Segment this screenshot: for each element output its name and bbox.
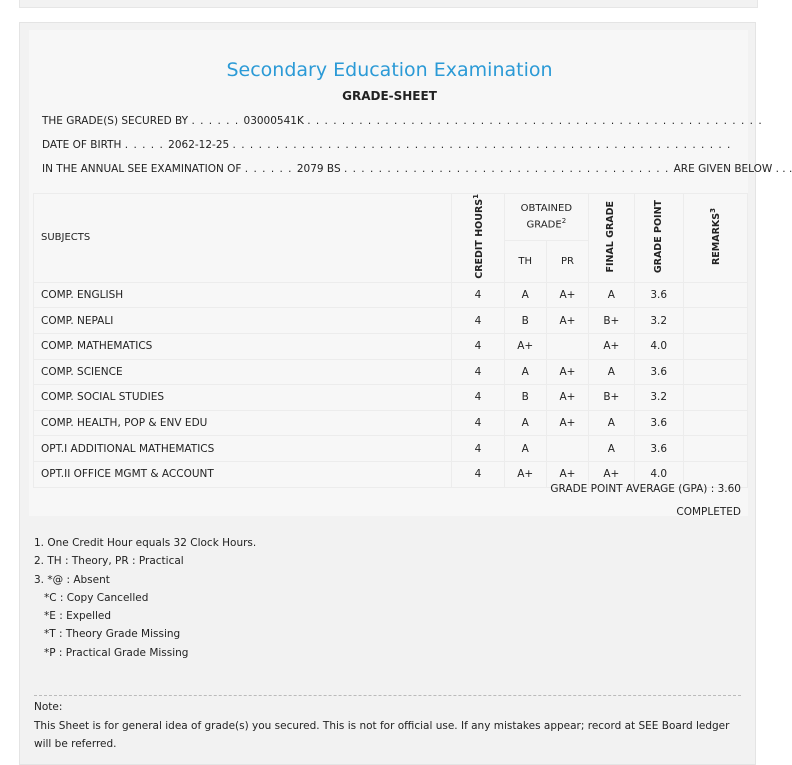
theory-grade-cell: A: [504, 282, 546, 308]
secured-by-line: THE GRADE(S) SECURED BY . . . . . . 03000541K . . . . . . . . . . . . . . . . . . . . . . . . . . . . . . . . . . . . . . . . . . . . . . . . . . . . .: [42, 115, 763, 127]
top-bar: [19, 0, 758, 8]
practical-grade-cell: A+: [546, 461, 588, 487]
footnote-3: 3. *@ : Absent: [34, 573, 110, 586]
grade-point-cell: 3.6: [634, 410, 683, 436]
practical-grade-cell: A+: [546, 359, 588, 385]
pr-header: PR: [546, 241, 588, 283]
grade-point-cell: 3.6: [634, 359, 683, 385]
practical-grade-cell: A+: [546, 385, 588, 411]
footnote-1: 1. One Credit Hour equals 32 Clock Hours.: [34, 537, 257, 549]
subject-cell: COMP. MATHEMATICS: [34, 333, 452, 359]
final-grade-cell: A: [589, 359, 634, 385]
credit-cell: 4: [452, 436, 504, 462]
grade-point-cell: 3.6: [634, 436, 683, 462]
status-badge: COMPLETED: [676, 506, 741, 518]
page-subtitle: GRADE-SHEET: [342, 89, 437, 103]
table-row: [34, 308, 748, 334]
credit-cell: 4: [452, 282, 504, 308]
grade-point-cell: 4.0: [634, 333, 683, 359]
gpa-summary: GRADE POINT AVERAGE (GPA) : 3.60: [550, 483, 741, 495]
final-grade-cell: A+: [589, 461, 634, 487]
exam-line: IN THE ANNUAL SEE EXAMINATION OF . . . . . . 2079 BS . . . . . . . . . . . . . . . . . . . . . . . . . . . . . . . . . . . . . . ARE GIVEN BELOW . . .: [42, 163, 792, 175]
symbol-number: 03000541K: [243, 115, 304, 127]
secured-by-label: THE GRADE(S) SECURED BY: [42, 115, 189, 127]
remarks-cell: [683, 333, 747, 359]
final-grade-cell: B+: [589, 308, 634, 334]
table-row: [34, 282, 748, 308]
remarks-cell: [683, 436, 747, 462]
subject-cell: COMP. SCIENCE: [34, 359, 452, 385]
footnote-2: 2. TH : Theory, PR : Practical: [34, 555, 184, 568]
remarks-cell: [683, 385, 747, 411]
grade-point-cell: 4.0: [634, 461, 683, 487]
footnotes: [34, 534, 256, 662]
grade-point-cell: 3.2: [634, 308, 683, 334]
th-header: TH: [504, 241, 546, 283]
footnote-copy-cancelled: *C : Copy Cancelled: [44, 591, 149, 604]
subject-cell: COMP. ENGLISH: [34, 282, 452, 308]
given-below-text: ARE GIVEN BELOW . . .: [673, 163, 792, 175]
practical-grade-cell: [546, 436, 588, 462]
theory-grade-cell: A: [504, 436, 546, 462]
practical-grade-cell: A+: [546, 282, 588, 308]
subject-cell: COMP. NEPALI: [34, 308, 452, 334]
subject-cell: COMP. HEALTH, POP & ENV EDU: [34, 410, 452, 436]
final-grade-header: FINAL GRADE: [589, 194, 634, 283]
credit-cell: 4: [452, 333, 504, 359]
final-grade-cell: A: [589, 436, 634, 462]
theory-grade-cell: A: [504, 359, 546, 385]
dob-label: DATE OF BIRTH: [42, 139, 122, 151]
grade-point-header: GRADE POINT: [634, 194, 683, 283]
page-title: Secondary Education Examination: [226, 59, 553, 81]
footnote-theory-missing: *T : Theory Grade Missing: [44, 628, 181, 641]
theory-grade-cell: A+: [504, 333, 546, 359]
footnote-expelled: *E : Expelled: [44, 610, 112, 623]
disclaimer-note: [34, 695, 741, 754]
final-grade-cell: A: [589, 282, 634, 308]
credit-cell: 4: [452, 410, 504, 436]
obtained-grade-header: OBTAINED GRADE$^2$: [504, 194, 589, 241]
practical-grade-cell: A+: [546, 410, 588, 436]
note-text: This Sheet is for general idea of grade(s) you secured. This is not for official use. If any mistakes appear; record at SEE Board ledger will be referred.: [34, 719, 730, 750]
subjects-header: SUBJECTS: [34, 194, 452, 283]
theory-grade-cell: A: [504, 410, 546, 436]
remarks-cell: [683, 282, 747, 308]
table-row: [34, 410, 748, 436]
table-row: [34, 333, 748, 359]
practical-grade-cell: A+: [546, 308, 588, 334]
credit-cell: 4: [452, 359, 504, 385]
grades-table: [33, 193, 748, 488]
table-row: [34, 385, 748, 411]
remarks-header: REMARKS$^3$: [683, 194, 747, 283]
credit-cell: 4: [452, 461, 504, 487]
credit-hours-header: CREDIT HOURS$^1$: [452, 194, 504, 283]
exam-year: 2079 BS: [296, 163, 341, 175]
dob-value: 2062-12-25: [168, 139, 230, 151]
credit-cell: 4: [452, 385, 504, 411]
theory-grade-cell: A+: [504, 461, 546, 487]
remarks-cell: [683, 359, 747, 385]
remarks-cell: [683, 308, 747, 334]
remarks-cell: [683, 410, 747, 436]
final-grade-cell: A+: [589, 333, 634, 359]
subject-cell: OPT.II OFFICE MGMT & ACCOUNT: [34, 461, 452, 487]
theory-grade-cell: B: [504, 308, 546, 334]
theory-grade-cell: B: [504, 385, 546, 411]
practical-grade-cell: [546, 333, 588, 359]
grade-point-cell: 3.2: [634, 385, 683, 411]
subject-cell: OPT.I ADDITIONAL MATHEMATICS: [34, 436, 452, 462]
subject-cell: COMP. SOCIAL STUDIES: [34, 385, 452, 411]
exam-label: IN THE ANNUAL SEE EXAMINATION OF: [42, 163, 242, 175]
dob-line: DATE OF BIRTH . . . . . 2062-12-25 . . . . . . . . . . . . . . . . . . . . . . . . . . . . . . . . . . . . . . . . . . . . . . . . . . . . . . . . . .: [42, 139, 732, 151]
note-label: Note:: [34, 701, 63, 713]
grade-point-cell: 3.6: [634, 282, 683, 308]
table-row: [34, 436, 748, 462]
table-row: [34, 359, 748, 385]
credit-cell: 4: [452, 308, 504, 334]
footnote-practical-missing: *P : Practical Grade Missing: [44, 646, 189, 659]
final-grade-cell: A: [589, 410, 634, 436]
final-grade-cell: B+: [589, 385, 634, 411]
